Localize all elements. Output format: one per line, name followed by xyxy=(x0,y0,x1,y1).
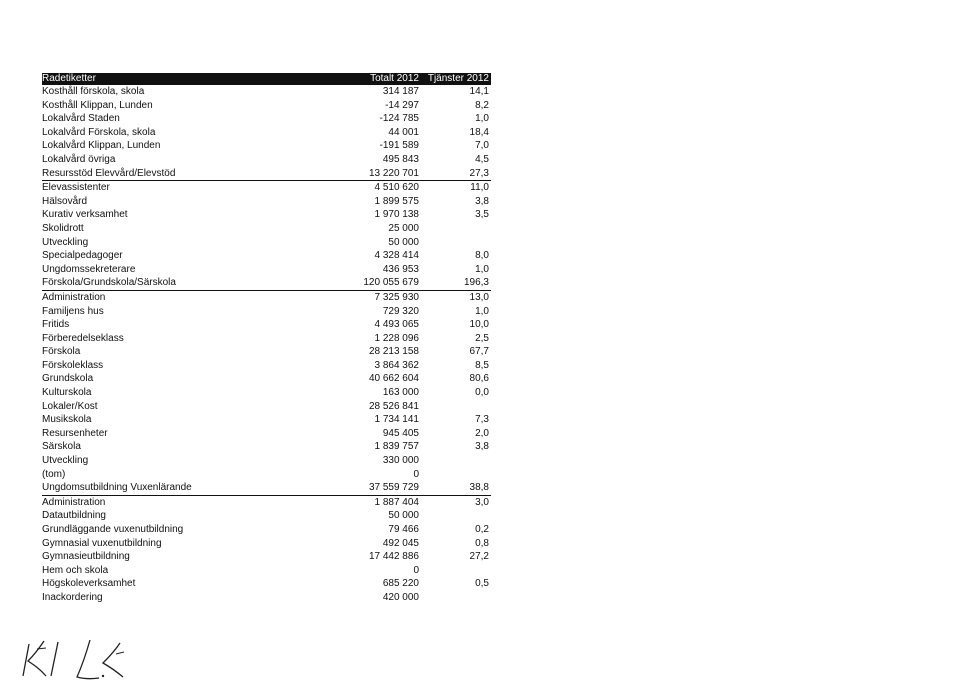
column-header-row-labels: Radetiketter xyxy=(42,73,312,85)
group-row xyxy=(42,167,491,181)
handwritten-signature-icon xyxy=(20,632,130,687)
row-label: Gymnasial vuxenutbildning xyxy=(42,537,162,549)
row-label: Kulturskola xyxy=(42,387,92,399)
row-label: Ungdomssekreterare xyxy=(42,263,136,275)
row-staff-value: 0,0 xyxy=(475,387,489,399)
row-label: Administration xyxy=(42,291,106,303)
row-total-value: 44 001 xyxy=(388,126,419,138)
row-total-value: 1 839 757 xyxy=(374,441,419,453)
row-label: Utveckling xyxy=(42,455,89,467)
row-label: Förskoleklass xyxy=(42,359,104,371)
row-label: Elevassistenter xyxy=(42,182,110,194)
row-total-value: 330 000 xyxy=(382,455,419,467)
row-staff-value: 80,6 xyxy=(469,373,489,385)
row-total-value: -124 785 xyxy=(379,113,419,125)
row-total-value: 40 662 604 xyxy=(368,373,419,385)
table-row xyxy=(42,249,491,263)
table-row xyxy=(42,305,491,319)
table-row xyxy=(42,99,491,113)
table-row xyxy=(42,509,491,523)
row-total-value: 25 000 xyxy=(388,222,419,234)
row-label: Gymnasieutbildning xyxy=(42,551,130,563)
row-staff-value: 27,3 xyxy=(419,167,491,181)
row-total-value: 4 510 620 xyxy=(374,182,419,194)
row-staff-value: 3,5 xyxy=(475,209,489,221)
row-total-value: 50 000 xyxy=(388,510,419,522)
row-total-value: 314 187 xyxy=(382,86,419,97)
row-label: Resursstöd Elevvård/Elevstöd xyxy=(42,167,312,181)
table-row xyxy=(42,537,491,551)
row-label: Hälsovård xyxy=(42,195,88,207)
row-total-value: 1 228 096 xyxy=(374,332,419,344)
row-label: Kosthåll förskola, skola xyxy=(42,86,145,97)
row-label: Grundläggande vuxenutbildning xyxy=(42,524,184,535)
row-total-value: 37 559 729 xyxy=(312,481,419,495)
row-label: Fritids xyxy=(42,319,70,331)
row-label: Resursenheter xyxy=(42,427,108,439)
row-staff-value: 0,2 xyxy=(475,524,489,535)
column-header-staff-2012: Tjänster 2012 xyxy=(419,73,491,85)
table-row xyxy=(42,236,491,250)
row-label: Datautbildning xyxy=(42,510,106,522)
row-total-value: 492 045 xyxy=(382,537,419,549)
table-row xyxy=(42,290,491,304)
table-row xyxy=(42,591,491,605)
table-row xyxy=(42,577,491,591)
row-label: Lokalvård Staden xyxy=(42,113,120,125)
row-staff-value: 1,0 xyxy=(475,263,489,275)
row-label: Administration xyxy=(42,496,106,508)
row-total-value: 0 xyxy=(413,468,419,480)
row-staff-value: 38,8 xyxy=(419,481,491,495)
row-label: Kurativ verksamhet xyxy=(42,209,128,221)
row-staff-value xyxy=(419,468,491,482)
row-total-value: 1 734 141 xyxy=(374,414,419,426)
row-total-value: 3 864 362 xyxy=(374,359,419,371)
row-total-value: 420 000 xyxy=(382,591,419,603)
row-staff-value: 0,8 xyxy=(475,537,489,549)
table-row xyxy=(42,495,491,509)
row-label: Lokalvård övriga xyxy=(42,153,116,165)
pivot-table xyxy=(42,73,491,605)
table-row xyxy=(42,427,491,441)
table-row xyxy=(42,564,491,578)
row-staff-value: 8,2 xyxy=(475,99,489,111)
row-total-value: 17 442 886 xyxy=(368,551,419,563)
row-label: Familjens hus xyxy=(42,305,104,317)
row-staff-value: 2,0 xyxy=(475,427,489,439)
table-row xyxy=(42,139,491,153)
row-staff-value: 7,0 xyxy=(475,140,489,152)
table-row xyxy=(42,208,491,222)
table-row xyxy=(42,153,491,167)
row-staff-value: 1,0 xyxy=(475,113,489,125)
row-total-value: 79 466 xyxy=(388,524,419,535)
row-total-value: -191 589 xyxy=(379,140,419,152)
row-label: Lokalvård Klippan, Lunden xyxy=(42,140,161,152)
row-total-value: 495 843 xyxy=(382,153,419,165)
row-staff-value: 8,0 xyxy=(475,250,489,262)
row-label: Ungdomsutbildning Vuxenlärande xyxy=(42,481,312,495)
row-label: (tom) xyxy=(42,468,66,480)
row-total-value: 4 328 414 xyxy=(374,250,419,262)
row-staff-value xyxy=(419,236,491,250)
row-total-value: -14 297 xyxy=(385,99,419,111)
row-staff-value: 14,1 xyxy=(469,86,489,97)
row-total-value: 50 000 xyxy=(388,236,419,248)
row-staff-value: 8,5 xyxy=(475,359,489,371)
row-staff-value xyxy=(419,222,491,236)
row-staff-value: 7,3 xyxy=(475,414,489,426)
table-row xyxy=(42,263,491,277)
row-label: Högskoleverksamhet xyxy=(42,578,136,590)
table-row xyxy=(42,359,491,373)
row-total-value: 120 055 679 xyxy=(312,276,419,290)
table-row xyxy=(42,413,491,427)
row-total-value: 13 220 701 xyxy=(312,167,419,181)
row-label: Utveckling xyxy=(42,236,89,248)
table-row xyxy=(42,85,491,99)
row-label: Grundskola xyxy=(42,373,94,385)
table-row xyxy=(42,112,491,126)
row-staff-value: 196,3 xyxy=(419,276,491,290)
table-row xyxy=(42,332,491,346)
table-row xyxy=(42,400,491,414)
table-row xyxy=(42,345,491,359)
row-total-value: 7 325 930 xyxy=(374,291,419,303)
row-total-value: 28 526 841 xyxy=(368,400,419,412)
row-staff-value: 11,0 xyxy=(470,182,489,194)
row-label: Hem och skola xyxy=(42,564,109,576)
table-row xyxy=(42,372,491,386)
row-label: Lokalvård Förskola, skola xyxy=(42,126,156,138)
row-staff-value: 13,0 xyxy=(469,291,489,303)
row-label: Musikskola xyxy=(42,414,92,426)
row-staff-value: 67,7 xyxy=(469,346,489,358)
row-staff-value xyxy=(419,454,491,468)
table-row xyxy=(42,468,491,482)
row-staff-value xyxy=(419,591,491,605)
table-row xyxy=(42,181,491,195)
row-staff-value: 3,8 xyxy=(475,195,489,207)
row-total-value: 4 493 065 xyxy=(374,319,419,331)
table-row xyxy=(42,454,491,468)
table-row xyxy=(42,523,491,537)
row-total-value: 28 213 158 xyxy=(368,346,419,358)
column-header-total-2012: Totalt 2012 xyxy=(312,73,419,85)
row-total-value: 945 405 xyxy=(382,427,419,439)
group-row xyxy=(42,276,491,290)
table-row xyxy=(42,126,491,140)
row-staff-value: 1,0 xyxy=(475,305,489,317)
row-staff-value: 27,2 xyxy=(469,551,489,563)
row-total-value: 1 887 404 xyxy=(374,496,419,508)
row-label: Inackordering xyxy=(42,591,103,603)
table-row xyxy=(42,222,491,236)
table-row xyxy=(42,386,491,400)
row-total-value: 163 000 xyxy=(382,387,419,399)
row-label: Specialpedagoger xyxy=(42,250,123,262)
row-staff-value: 3,8 xyxy=(475,441,489,453)
row-label: Lokaler/Kost xyxy=(42,400,98,412)
row-label: Förskola/Grundskola/Särskola xyxy=(42,276,312,290)
table-row xyxy=(42,318,491,332)
header-row xyxy=(42,73,491,85)
row-staff-value: 18,4 xyxy=(469,126,489,138)
row-staff-value xyxy=(419,564,491,578)
row-staff-value xyxy=(419,509,491,523)
row-staff-value: 4,5 xyxy=(475,153,489,165)
row-label: Särskola xyxy=(42,441,81,453)
row-staff-value: 0,5 xyxy=(475,578,489,590)
row-total-value: 1 970 138 xyxy=(374,209,419,221)
row-staff-value: 2,5 xyxy=(475,332,489,344)
table-row xyxy=(42,550,491,564)
row-staff-value: 10,0 xyxy=(469,319,489,331)
row-total-value: 436 953 xyxy=(382,263,419,275)
row-total-value: 0 xyxy=(413,564,419,576)
table-body xyxy=(42,85,491,605)
row-label: Förskola xyxy=(42,346,81,358)
row-total-value: 729 320 xyxy=(382,305,419,317)
row-label: Kosthåll Klippan, Lunden xyxy=(42,99,153,111)
row-label: Skolidrott xyxy=(42,222,84,234)
row-staff-value xyxy=(419,400,491,414)
row-staff-value: 3,0 xyxy=(475,496,489,508)
row-total-value: 1 899 575 xyxy=(374,195,419,207)
table-row xyxy=(42,440,491,454)
row-total-value: 685 220 xyxy=(382,578,419,590)
row-label: Förberedelseklass xyxy=(42,332,124,344)
table-row xyxy=(42,195,491,209)
group-row xyxy=(42,481,491,495)
